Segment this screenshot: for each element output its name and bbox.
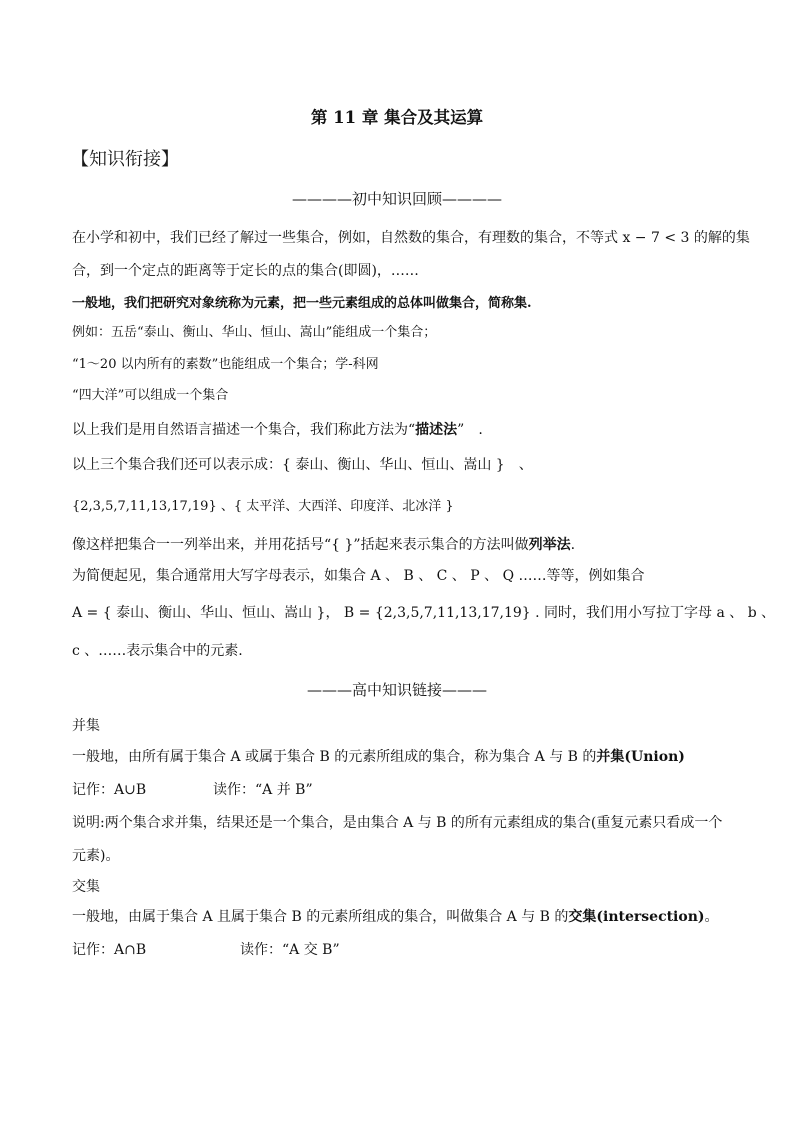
paragraph-intro-line1: 在小学和初中，我们已经了解过一些集合，例如，自然数的集合，有理数的集合，不等式 x − 7 < 3 的解的集 [72, 230, 750, 246]
union-notation: 记作：A∪B [72, 782, 147, 798]
divider-junior-review: ————初中知识回顾———— [291, 190, 502, 208]
paragraph-intersection-definition [72, 907, 722, 927]
paragraph-union-definition [72, 747, 722, 767]
enumeration-method-suffix: . [570, 537, 576, 553]
union-notation-row [72, 780, 722, 800]
paragraph-set-examples: A = { 泰山、衡山、华山、恒山、嵩山 }， B = {2,3,5,7,11,13,17,19} . 同时，我们用小写拉丁字母 a 、 b 、 [72, 605, 776, 621]
union-reading: 读作：“A 并 B” [213, 782, 313, 798]
paragraph-example-five-mountains: 例如：五岳“泰山、衡山、华山、恒山、嵩山”能组成一个集合； [72, 325, 437, 340]
description-method-prefix: 以上我们是用自然语言描述一个集合，我们称此方法为“ [72, 422, 416, 438]
enumeration-method-term: 列举法 [528, 537, 571, 553]
heading-union: 并集 [72, 718, 100, 734]
paragraph-intro-line2: 合，到一个定点的距离等于定长的点的集合(即圆)，…… [72, 263, 419, 279]
paragraph-uppercase-letters: 为简便起见，集合通常用大写字母表示，如集合 A 、 B 、 C 、 P 、 Q ……等等，例如集合 [72, 568, 645, 584]
paragraph-description-method [72, 420, 722, 440]
intersection-notation: 记作：A∩B [72, 942, 147, 958]
intersection-reading: 读作：“A 交 B” [240, 942, 340, 958]
divider-senior-link: ———高中知识链接——— [306, 681, 487, 699]
enumeration-method-prefix: 像这样把集合一一列举出来，并用花括号“{ }”括起来表示集合的方法叫做 [72, 537, 529, 553]
paragraph-example-primes: “1～20 以内所有的素数”也能组成一个集合；学-科网 [72, 357, 379, 372]
page-title: 第 11 章 集合及其运算 [310, 108, 484, 127]
paragraph-example-oceans: “四大洋”可以组成一个集合 [72, 388, 229, 403]
description-method-suffix: ” . [457, 422, 483, 438]
intersection-definition-suffix: 。 [704, 909, 719, 925]
intersection-definition-prefix: 一般地，由属于集合 A 且属于集合 B 的元素所组成的集合，叫做集合 A 与 B 的 [72, 909, 569, 925]
paragraph-set-notation: 以上三个集合我们还可以表示成：{ 泰山、衡山、华山、恒山、嵩山 } 、 [72, 457, 533, 473]
paragraph-lowercase-elements: c 、……表示集合中的元素. [72, 643, 243, 659]
paragraph-definition: 一般地，我们把研究对象统称为元素，把一些元素组成的总体叫做集合，简称集. [72, 296, 532, 311]
union-definition-term: 并集(Union) [596, 749, 685, 765]
intersection-definition-term: 交集(intersection) [568, 909, 705, 925]
paragraph-set-notation-cont: {2,3,5,7,11,13,17,19} 、{ 太平洋、大西洋、印度洋、北冰洋 } [72, 499, 454, 514]
description-method-term: 描述法 [415, 422, 458, 438]
intersection-notation-row [72, 940, 722, 960]
paragraph-union-note-line1: 说明:两个集合求并集，结果还是一个集合，是由集合 A 与 B 的所有元素组成的集合(重复元素只看成一个 [72, 815, 723, 831]
paragraph-union-note-line2: 元素)。 [72, 848, 120, 864]
heading-intersection: 交集 [72, 879, 100, 895]
section-label: 【知识衔接】 [71, 149, 179, 170]
union-definition-prefix: 一般地，由所有属于集合 A 或属于集合 B 的元素所组成的集合，称为集合 A 与 B 的 [72, 749, 597, 765]
paragraph-enumeration-method [72, 535, 722, 555]
